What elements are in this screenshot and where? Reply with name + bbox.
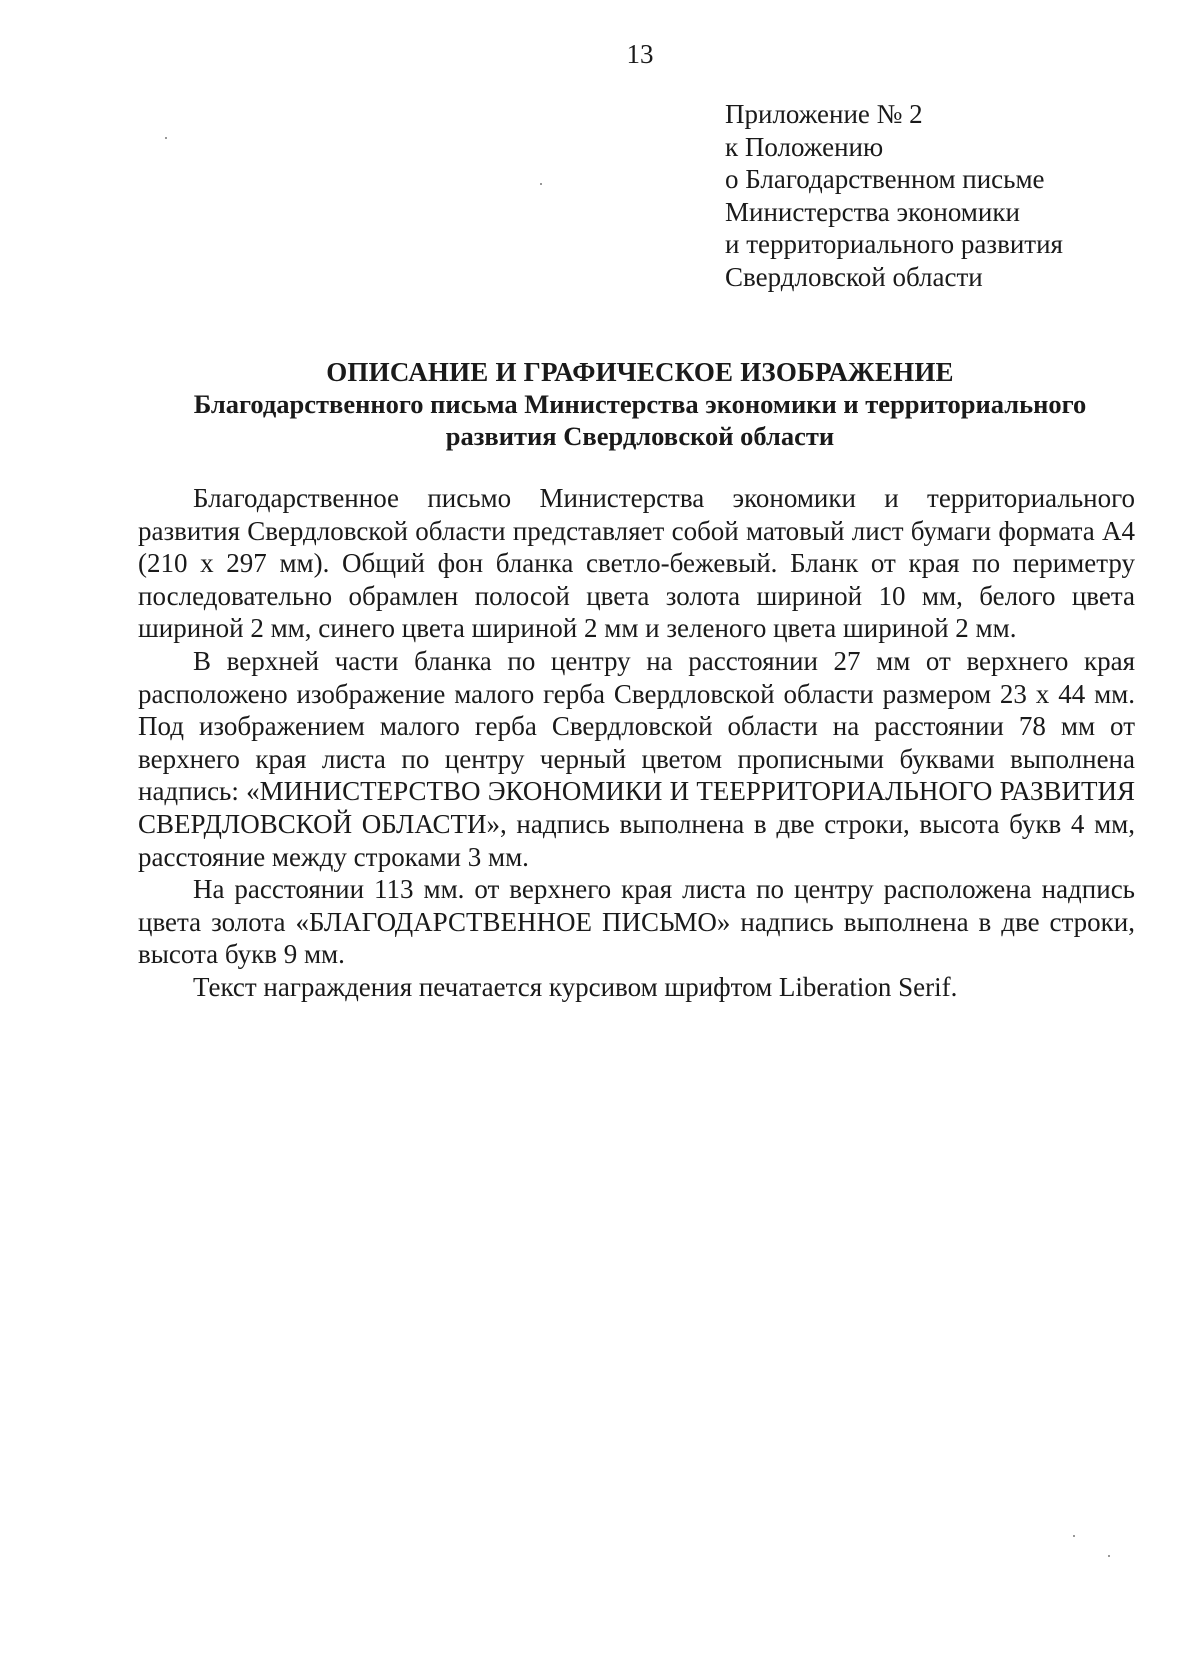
body-paragraph: Текст награждения печатается курсивом шрифтом Liberation Serif.	[193, 971, 958, 1002]
appendix-line: и территориального развития	[725, 229, 1063, 259]
scan-speck	[1073, 1535, 1075, 1537]
body-paragraph: Благодарственное письмо Министерства экономики и территориального развития Свердловской области представляет собой матовый лист бумаги формата А4 (210 х 297 мм). Общий фон бланка светло-бежевый. Бланк от края по периметру последовательно обрамлен полосой цвета золота шириной 10 мм, белого цвета шириной 2 мм, синего цвета шириной 2 мм и зеленого цвета шириной 2 мм.	[138, 483, 1135, 644]
appendix-line: Приложение № 2	[725, 99, 923, 129]
title-subtitle-line-1: Благодарственного письма Министерства экономики и территориального	[193, 389, 1087, 419]
body-paragraph: В верхней части бланка по центру на расстоянии 27 мм от верхнего края расположено изображение малого герба Свердловской области размером 23 х 44 мм. Под изображением малого герба Свердловской области на расстоянии 78 мм от верхнего края листа по центру черный цветом прописными буквами выполнена надпись: «МИНИСТЕРСТВО ЭКОНОМИКИ И ТЕЕРРИТОРИАЛЬНОГО РАЗВИТИЯ СВЕРДЛОВСКОЙ ОБЛАСТИ», надпись выполнена в две строки, высота букв 4 мм, расстояние между строками 3 мм.	[138, 645, 1135, 872]
appendix-line: о Благодарственном письме	[725, 164, 1045, 194]
scan-speck	[540, 183, 542, 185]
title-subtitle-line-2: развития Свердловской области	[445, 421, 835, 451]
scan-speck	[1108, 1555, 1110, 1557]
page-number: 13	[626, 39, 654, 69]
appendix-line: к Положению	[725, 131, 884, 162]
scan-speck	[165, 137, 167, 139]
appendix-line: Свердловской области	[725, 261, 983, 292]
document-body	[138, 482, 1135, 1004]
appendix-reference	[725, 98, 1063, 293]
appendix-line: Министерства экономики	[725, 196, 1020, 227]
body-paragraph: На расстоянии 113 мм. от верхнего края листа по центру расположена надпись цвета золота «БЛАГОДАРСТВЕННОЕ ПИСЬМО» надпись выполнена в две строки, высота букв 9 мм.	[138, 874, 1135, 970]
title-main: ОПИСАНИЕ И ГРАФИЧЕСКОЕ ИЗОБРАЖЕНИЕ	[326, 357, 954, 387]
document-title	[150, 356, 1130, 452]
